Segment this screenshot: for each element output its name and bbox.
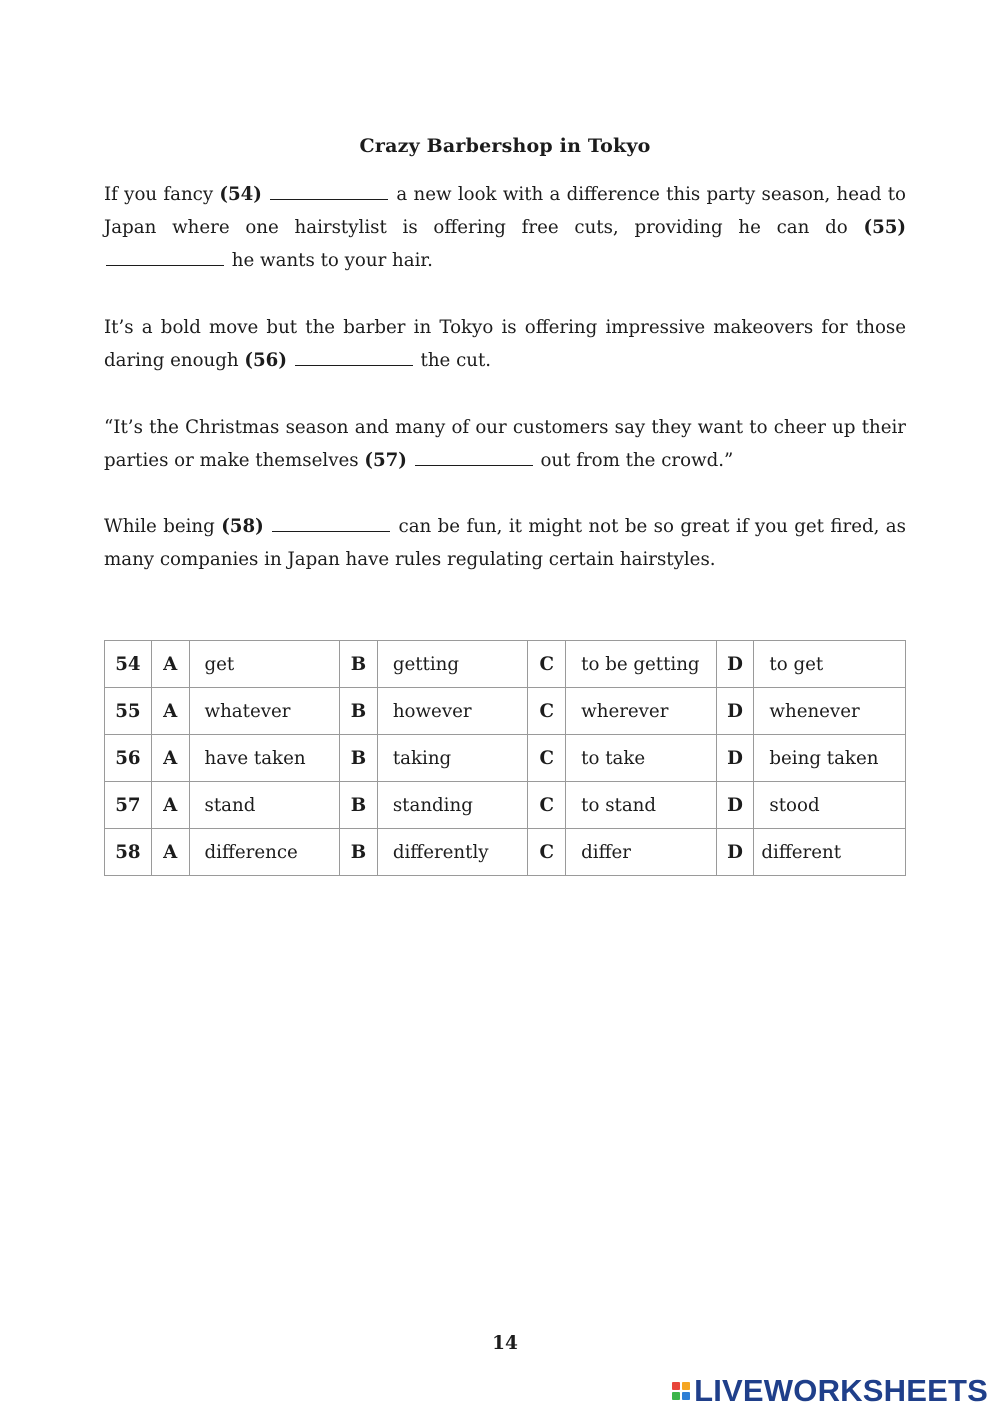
option-letter-b: B: [340, 641, 378, 688]
question-number: 56: [105, 735, 152, 782]
table-row: [105, 641, 906, 688]
option-a[interactable]: whatever: [189, 688, 340, 735]
text: If you fancy: [104, 184, 220, 205]
paragraph-2: [104, 311, 906, 377]
gap-54-blank[interactable]: [270, 198, 388, 200]
option-letter-d: D: [716, 641, 754, 688]
gap-number-56: (56): [244, 350, 287, 372]
option-d[interactable]: being taken: [754, 735, 906, 782]
table-row: [105, 782, 906, 829]
table-row: [105, 829, 906, 876]
question-number: 54: [105, 641, 152, 688]
table-row: [105, 688, 906, 735]
option-letter-a: A: [151, 735, 189, 782]
option-d[interactable]: stood: [754, 782, 906, 829]
paragraph-1: [104, 178, 906, 278]
option-letter-b: B: [340, 688, 378, 735]
gap-57-blank[interactable]: [415, 464, 533, 466]
logo-square-red: [672, 1382, 680, 1390]
liveworksheets-logo: [672, 1373, 988, 1409]
option-letter-d: D: [716, 829, 754, 876]
text: It’s a bold move but the barber in Tokyo is offering impressive makeovers for those daring enough: [104, 317, 906, 372]
gap-56-blank[interactable]: [295, 364, 413, 366]
gap-number-55: (55): [863, 217, 906, 239]
answer-options-table: [104, 640, 906, 876]
option-c[interactable]: differ: [566, 829, 716, 876]
text: can be fun, it might not be so great if you get fired, as many companies in Japan have rules regulating certain hairstyles.: [104, 516, 906, 571]
option-b[interactable]: taking: [377, 735, 528, 782]
option-letter-a: A: [151, 829, 189, 876]
text: a new look with a difference this party season, head to Japan where one hairstylist is offering free cuts, providing he can do: [104, 184, 906, 239]
option-b[interactable]: however: [377, 688, 528, 735]
text: “It’s the Christmas season and many of our customers say they want to cheer up their parties or make themselves: [104, 417, 906, 472]
brand-name: LIVEWORKSHEETS: [694, 1373, 988, 1408]
option-d[interactable]: to get: [754, 641, 906, 688]
option-d[interactable]: whenever: [754, 688, 906, 735]
option-letter-c: C: [528, 688, 566, 735]
option-c[interactable]: to stand: [566, 782, 716, 829]
option-letter-d: D: [716, 782, 754, 829]
gap-55-blank[interactable]: [106, 264, 224, 266]
option-b[interactable]: standing: [377, 782, 528, 829]
logo-square-orange: [682, 1382, 690, 1390]
option-letter-c: C: [528, 735, 566, 782]
question-number: 57: [105, 782, 152, 829]
option-a[interactable]: get: [189, 641, 340, 688]
option-letter-c: C: [528, 782, 566, 829]
option-letter-a: A: [151, 782, 189, 829]
paragraph-3: [104, 411, 906, 477]
option-a[interactable]: stand: [189, 782, 340, 829]
gap-number-54: (54): [219, 184, 262, 205]
option-b[interactable]: differently: [377, 829, 528, 876]
text: While being: [104, 516, 222, 537]
gap-58-blank[interactable]: [272, 530, 390, 532]
option-d[interactable]: different: [754, 829, 906, 876]
text: the cut.: [414, 350, 492, 372]
option-c[interactable]: wherever: [566, 688, 716, 735]
paragraph-4: [104, 510, 906, 576]
logo-square-blue: [682, 1392, 690, 1400]
option-a[interactable]: have taken: [189, 735, 340, 782]
table-row: [105, 735, 906, 782]
option-letter-c: C: [528, 641, 566, 688]
page-title: Crazy Barbershop in Tokyo: [359, 135, 651, 157]
logo-square-green: [672, 1392, 680, 1400]
gap-number-58: (58): [221, 516, 264, 537]
option-letter-d: D: [716, 688, 754, 735]
option-letter-d: D: [716, 735, 754, 782]
option-letter-a: A: [151, 688, 189, 735]
text: he wants to your hair.: [226, 250, 433, 272]
option-c[interactable]: to be getting: [566, 641, 716, 688]
question-number: 58: [105, 829, 152, 876]
option-b[interactable]: getting: [377, 641, 528, 688]
text: out from the crowd.”: [534, 450, 734, 472]
option-letter-b: B: [340, 829, 378, 876]
page-number: 14: [492, 1333, 518, 1354]
gap-number-57: (57): [364, 450, 407, 472]
option-letter-b: B: [340, 735, 378, 782]
question-number: 55: [105, 688, 152, 735]
option-letter-a: A: [151, 641, 189, 688]
brand-logo-icon: [672, 1382, 690, 1400]
option-letter-c: C: [528, 829, 566, 876]
option-c[interactable]: to take: [566, 735, 716, 782]
option-a[interactable]: difference: [189, 829, 340, 876]
option-letter-b: B: [340, 782, 378, 829]
